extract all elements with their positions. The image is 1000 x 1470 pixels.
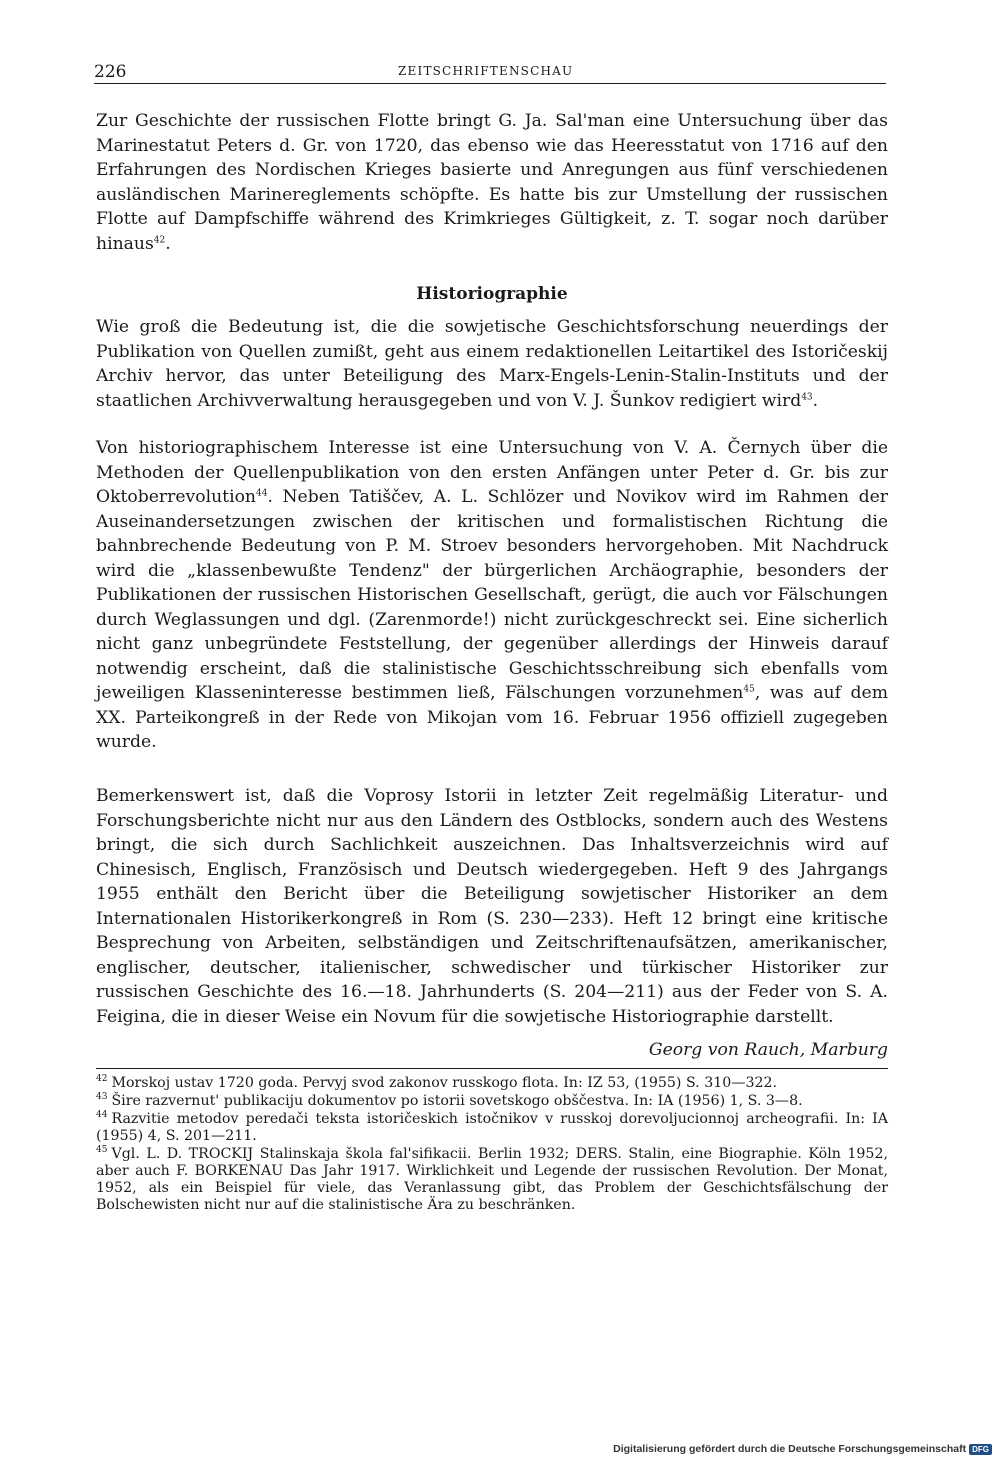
credit-text: Digitalisierung gefördert durch die Deutsche Forschungsgemeinschaft [613, 1443, 967, 1455]
footnote-ref-44[interactable]: 44 [255, 488, 268, 499]
footnote-text: Šire razvernut' publikaciju dokumentov po istorii sovetskogo obščestva. In: IA (1956) 1, S. 3—8. [111, 1093, 803, 1109]
section-heading: Historiographie [416, 284, 568, 304]
running-head: ZEITSCHRIFTENSCHAU [398, 64, 574, 78]
footnote-42 [96, 1075, 888, 1092]
paragraph-flotte [96, 109, 888, 256]
paragraph-text-b: . Neben Tatiščev, A. L. Schlözer und Novikov wird im Rahmen der Auseinandersetzungen zwischen der kritischen und formalistischen Richtung die bahnbrechende Bedeutung von P. M. Stroev besonders hervorgehoben. Mit Nachdruck wird die „klassenbewußte Tendenz" der bürgerlichen Archäographie, besonders der Publikationen der russischen Historischen Gesellschaft, gerügt, die auch vor Fälschungen durch Weglassungen und dgl. (Zarenmorde!) nicht zurückgeschreckt sei. Eine sicherlich nicht ganz unbegründete Feststellung, der gegenüber allerdings der Hinweis darauf notwendig erscheint, daß die stalinistische Geschichtsschreibung sich ebenfalls vom jeweiligen Klasseninteresse bestimmen ließ, Fälschungen vorzunehmen [96, 487, 888, 703]
dfg-logo-icon: DFG [969, 1444, 992, 1455]
paragraph-text-a: Von historiographischem Interesse ist eine Untersuchung von V. A. Černych über die Methoden der Quellenpublikation von den ersten Anfängen unter Peter d. Gr. bis zur Oktoberrevolution [96, 438, 888, 507]
paragraph-end: . [165, 233, 171, 254]
paragraph-text-c: , was auf dem XX. Parteikongreß in der Rede von Mikojan vom 16. Februar 1956 offiziell zugegeben wurde. [96, 683, 888, 752]
header-rule [94, 83, 886, 84]
footnote-number: 43 [96, 1092, 108, 1103]
digitization-credit [613, 1443, 992, 1455]
footnote-text: Vgl. L. D. TROCKIJ Stalinskaja škola fal'sifikacii. Berlin 1932; DERS. Stalin, eine Biographie. Köln 1952, aber auch F. BORKENAU Das Jahr 1917. Wirklichkeit und Legende der russischen Revolution. Der Monat, 1952, als ein Beispiel für viele, das Veranlassung gibt, das Problem der Geschichtsfälschung der Bolschewisten nicht nur auf die stalinistische Ära zu beschränken. [96, 1146, 888, 1213]
footnote-43 [96, 1093, 888, 1110]
footnote-ref-45[interactable]: 45 [743, 684, 755, 695]
paragraph-text: Wie groß die Bedeutung ist, die die sowjetische Geschichtsforschung neuerdings der Publikation von Quellen zumißt, geht aus einem redaktionellen Leitartikel des Istoričeskij Archiv hervor, das unter Beteiligung des Marx-Engels-Lenin-Stalin-Instituts und der staatlichen Archivverwaltung herausgegeben und von V. J. Šunkov redigiert wird [96, 317, 888, 411]
page-number: 226 [94, 62, 127, 82]
footnote-ref-43[interactable]: 43 [801, 391, 813, 402]
author-signature: Georg von Rauch, Marburg [648, 1040, 888, 1060]
footnote-number: 42 [96, 1074, 108, 1085]
footnote-number: 44 [96, 1110, 108, 1121]
paragraph-cernych [96, 436, 888, 755]
footnote-44 [96, 1111, 888, 1145]
paragraph-bedeutung [96, 315, 888, 413]
footnotes [96, 1068, 888, 1215]
paragraph-text: Bemerkenswert ist, daß die Voprosy Istorii in letzter Zeit regelmäßig Literatur- und Forschungsberichte nicht nur aus den Ländern des Ostblocks, sondern auch des Westens bringt, die sich durch Sachlichkeit auszeichnen. Das Inhaltsverzeichnis wird auf Chinesisch, Englisch, Französisch und Deutsch wiedergegeben. Heft 9 des Jahrgangs 1955 enthält den Bericht über die Beteiligung sowjetischer Historiker an dem Internationalen Historikerkongreß in Rom (S. 230—233). Heft 12 bringt eine kritische Besprechung von Arbeiten, selbständigen und Zeitschriftenaufsätzen, amerikanischer, englischer, deutscher, italienischer, schwedischer und türkischer Historiker zur russischen Geschichte des 16.—18. Jahrhunderts (S. 204—211) aus der Feder von S. A. Feigina, die in dieser Weise ein Novum für die sowjetische Historiographie darstellt. [96, 786, 888, 1027]
paragraph-text: Zur Geschichte der russischen Flotte bringt G. Ja. Sal'man eine Untersuchung über das Marinestatut Peters d. Gr. von 1720, das ebenso wie das Heeresstatut von 1716 auf den Erfahrungen des Nordischen Krieges basierte und Anregungen aus fünf verschiedenen ausländischen Marinereglements schöpfte. Es hatte bis zur Umstellung der russischen Flotte auf Dampfschiffe während des Krimkrieges Gültigkeit, z. T. sogar noch darüber hinaus [96, 111, 888, 254]
footnote-number: 45 [96, 1145, 108, 1156]
footnote-ref-42[interactable]: 42 [153, 234, 166, 245]
footnote-45 [96, 1146, 888, 1214]
paragraph-end: . [812, 390, 819, 411]
footnote-text: Razvitie metodov peredači teksta istoričeskich istočnikov v russkoj dorevoljucionnoj archeografii. In: IA (1955) 4, S. 201—211. [96, 1111, 888, 1144]
paragraph-voprosy [96, 784, 888, 1029]
footnote-text: Morskoj ustav 1720 goda. Pervyj svod zakonov russkogo flota. In: IZ 53, (1955) S. 310—322. [111, 1075, 778, 1091]
